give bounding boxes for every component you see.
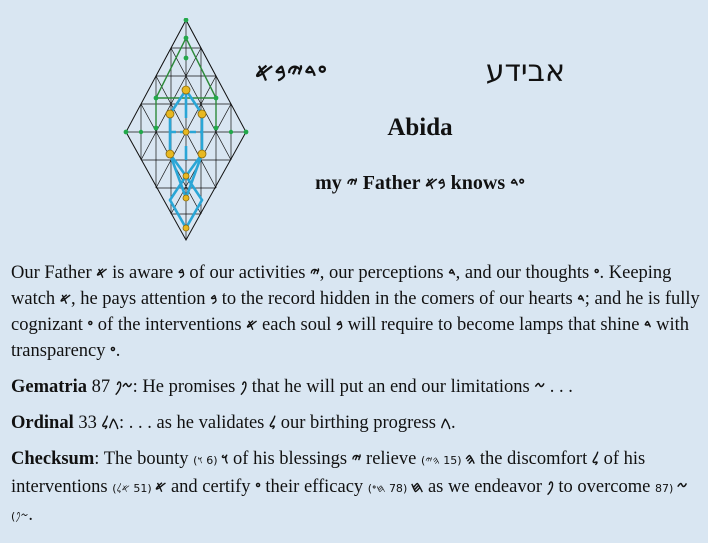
- glyph: 𐤃: [448, 264, 456, 282]
- glyph: 𐤅: [221, 450, 229, 468]
- meaning-word: Father: [362, 172, 421, 194]
- text: .: [115, 341, 121, 361]
- glyph: 𐤐: [546, 478, 554, 496]
- gematria-label: Gematria: [11, 377, 88, 397]
- ordinal-label: Ordinal: [11, 413, 74, 433]
- glyph: 𐤆: [676, 478, 688, 496]
- text: relieve: [361, 449, 421, 469]
- glyph: 𐤐: [240, 378, 248, 396]
- text: with transparency: [11, 315, 689, 361]
- glyph: 𐤁: [177, 264, 185, 282]
- value-note: (6 𐤅): [193, 454, 222, 467]
- glyph: 𐤁: [336, 316, 343, 334]
- glyph: 𐤏: [110, 342, 116, 360]
- text: is aware: [107, 263, 178, 283]
- text: .: [450, 413, 456, 433]
- text: the discomfort: [475, 449, 592, 469]
- glyph: 𐤀: [246, 316, 258, 334]
- glyph: 𐤇: [410, 478, 424, 496]
- meaning-glyph: 𐤏𐤃: [510, 174, 525, 194]
- text: . Keeping watch: [11, 263, 672, 309]
- glyph: 𐤂𐤋: [101, 414, 119, 432]
- text: as we endeavor: [423, 477, 547, 497]
- text: that he will put an end our limitations: [247, 377, 535, 397]
- hebrew-title: אבידע: [485, 54, 565, 89]
- text: will require to become lamps that shine: [342, 315, 645, 335]
- text: : The bounty: [94, 449, 194, 469]
- name-meaning: [255, 172, 585, 195]
- checksum-paragraph: [11, 446, 705, 530]
- text: each soul: [257, 315, 337, 335]
- gematria-number: 87: [87, 377, 115, 397]
- commentary-body: [11, 260, 705, 540]
- meaning-glyph: 𐤁𐤀: [425, 174, 446, 194]
- glyph: 𐤄: [465, 450, 476, 468]
- text: ; and he is fully cognizant: [11, 289, 700, 335]
- text: of his blessings: [228, 449, 352, 469]
- value-note: (78 𐤇𐤏): [367, 482, 411, 495]
- glyph: 𐤀: [96, 264, 108, 282]
- glyph: 𐤏: [255, 478, 261, 496]
- checksum-label: Checksum: [11, 449, 95, 469]
- meaning-glyph: 𐤉: [346, 174, 358, 194]
- value-note: (15 𐤄𐤉): [420, 454, 466, 467]
- glyph: 𐤆: [534, 378, 546, 396]
- text: and certify: [166, 477, 256, 497]
- paleo-hebrew-title: 𐤏𐤃𐤉𐤁𐤀: [255, 58, 328, 87]
- value-note: (87 𐤆𐤐): [11, 482, 677, 523]
- meaning-word: knows: [450, 172, 506, 194]
- meaning-word: my: [315, 172, 342, 194]
- text: . . .: [545, 377, 573, 397]
- text: : . . . as he validates: [118, 413, 269, 433]
- glyph: 𐤂: [440, 414, 451, 432]
- text: .: [28, 505, 33, 525]
- glyph: 𐤋: [591, 450, 599, 468]
- ordinal-number: 33: [73, 413, 102, 433]
- text: of his interventions: [11, 449, 646, 497]
- text: their efficacy: [260, 477, 368, 497]
- text: Our Father: [11, 263, 97, 283]
- text: , our perceptions: [319, 263, 449, 283]
- glyph: 𐤀: [155, 478, 167, 496]
- text: our birthing progress: [276, 413, 441, 433]
- text: of the interventions: [93, 315, 247, 335]
- text: , he pays attention: [70, 289, 211, 309]
- glyph: 𐤏: [87, 316, 94, 334]
- name-title: Abida: [387, 114, 453, 141]
- glyph: 𐤃: [644, 316, 652, 334]
- glyph: 𐤋: [269, 414, 277, 432]
- tree-of-life-diagram: [118, 18, 254, 242]
- value-note: (51 𐤀𐤋): [112, 482, 156, 495]
- glyph: 𐤁: [210, 290, 218, 308]
- text: : He promises: [132, 377, 240, 397]
- text: to overcome: [553, 477, 655, 497]
- glyph: 𐤏: [593, 264, 600, 282]
- text: of our activities: [184, 263, 311, 283]
- text: , and our thoughts: [455, 263, 594, 283]
- text: to the record hidden in the comers of our hearts: [217, 289, 578, 309]
- ordinal-paragraph: [11, 410, 705, 436]
- gematria-paragraph: [11, 374, 705, 400]
- glyph: 𐤀: [59, 290, 71, 308]
- glyph: 𐤆𐤐: [114, 378, 133, 396]
- glyph: 𐤃: [577, 290, 585, 308]
- glyph: 𐤉: [310, 264, 320, 282]
- title-row: [255, 54, 595, 98]
- intro-paragraph: [11, 260, 705, 364]
- glyph: 𐤉: [351, 450, 362, 468]
